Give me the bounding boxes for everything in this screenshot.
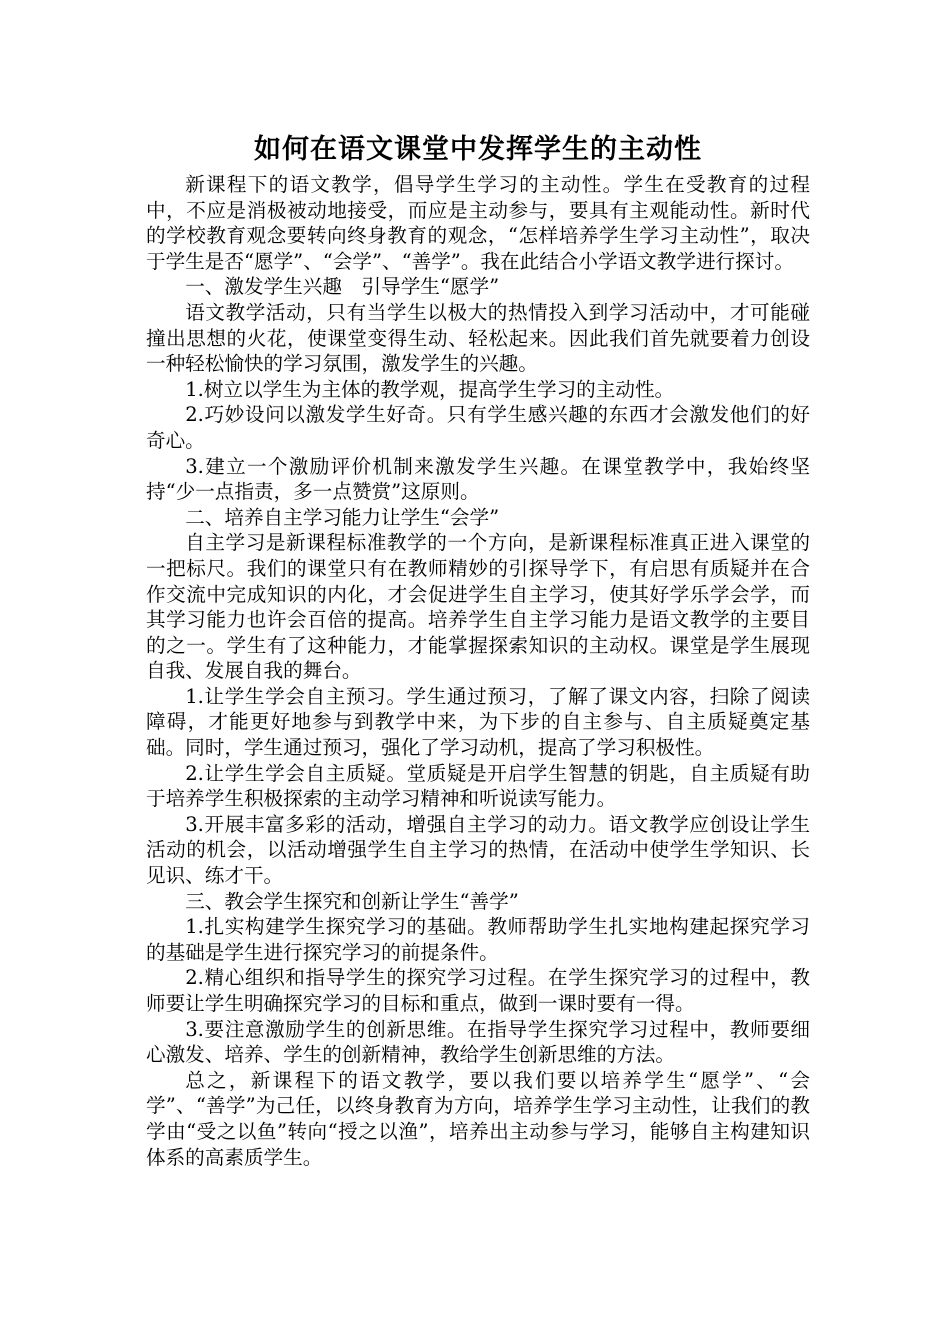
- section-3-item-3: 3.要注意激励学生的创新思维。在指导学生探究学习过程中，教师要细心激发、培养、学生的创新精神，教给学生创新思维的方法。: [146, 1017, 810, 1067]
- document-page: [146, 128, 810, 1170]
- section-2-paragraph: 自主学习是新课程标准教学的一个方向，是新课程标准真正进入课堂的一把标尺。我们的课堂只有在教师精妙的引探导学下，有启思有质疑并在合作交流中完成知识的内化，才会促进学生自主学习，使其好学乐学会学，而其学习能力也许会百倍的提高。培养学生自主学习能力是语文教学的主要目的之一。学生有了这种能力，才能掌握探索知识的主动权。课堂是学生展现自我、发展自我的舞台。: [146, 531, 810, 683]
- conclusion-paragraph: 总之，新课程下的语文教学，要以我们要以培养学生“愿学”、“会学”、“善学”为己任，以终身教育为方向，培养学生学习主动性，让我们的教学由“受之以鱼”转向“授之以渔”，培养出主动参与学习，能够自主构建知识体系的高素质学生。: [146, 1068, 810, 1169]
- section-2-item-2: 2.让学生学会自主质疑。堂质疑是开启学生智慧的钥匙，自主质疑有助于培养学生积极探索的主动学习精神和听说读写能力。: [146, 761, 810, 811]
- section-2-item-1: 1.让学生学会自主预习。学生通过预习，了解了课文内容，扫除了阅读障碍，才能更好地参与到教学中来，为下步的自主参与、自主质疑奠定基础。同时，学生通过预习，强化了学习动机，提高了学习积极性。: [146, 684, 810, 760]
- section-heading-2: 二、培养自主学习能力让学生“会学”: [185, 505, 500, 529]
- section-2-item-3: 3.开展丰富多彩的活动，增强自主学习的动力。语文教学应创设让学生活动的机会，以活动增强学生自主学习的热情，在活动中使学生学知识、长见识、练才干。: [146, 812, 810, 888]
- intro-paragraph: 新课程下的语文教学，倡导学生学习的主动性。学生在受教育的过程中，不应是消极被动地接受，而应是主动参与，要具有主观能动性。新时代的学校教育观念要转向终身教育的观念，“怎样培养学生学习主动性”，取决于学生是否“愿学”、“会学”、“善学”。我在此结合小学语文教学进行探讨。: [146, 173, 810, 273]
- section-1-paragraph: 语文教学活动，只有当学生以极大的热情投入到学习活动中，才可能碰撞出思想的火花，使课堂变得生动、轻松起来。因此我们首先就要着力创设一种轻松愉快的学习氛围，激发学生的兴趣。: [146, 300, 810, 376]
- section-heading-3: 三、教会学生探究和创新让学生“善学”: [185, 889, 519, 913]
- document-title: 如何在语文课堂中发挥学生的主动性: [254, 134, 702, 165]
- section-1-item-2: 2.巧妙设问以激发学生好奇。只有学生感兴趣的东西才会激发他们的好奇心。: [146, 403, 810, 452]
- section-1-item-1: 1.树立以学生为主体的教学观，提高学生学习的主动性。: [185, 377, 675, 401]
- section-3-item-2: 2.精心组织和指导学生的探究学习过程。在学生探究学习的过程中，教师要让学生明确探究学习的目标和重点，做到一课时要有一得。: [146, 966, 810, 1015]
- section-1-item-3: 3.建立一个激励评价机制来激发学生兴趣。在课堂教学中，我始终坚持“少一点指责，多一点赞赏”这原则。: [146, 454, 810, 504]
- section-3-item-1: 1.扎实构建学生探究学习的基础。教师帮助学生扎实地构建起探究学习的基础是学生进行探究学习的前提条件。: [146, 915, 810, 964]
- section-heading-1: 一、激发学生兴趣 引导学生“愿学”: [185, 275, 500, 299]
